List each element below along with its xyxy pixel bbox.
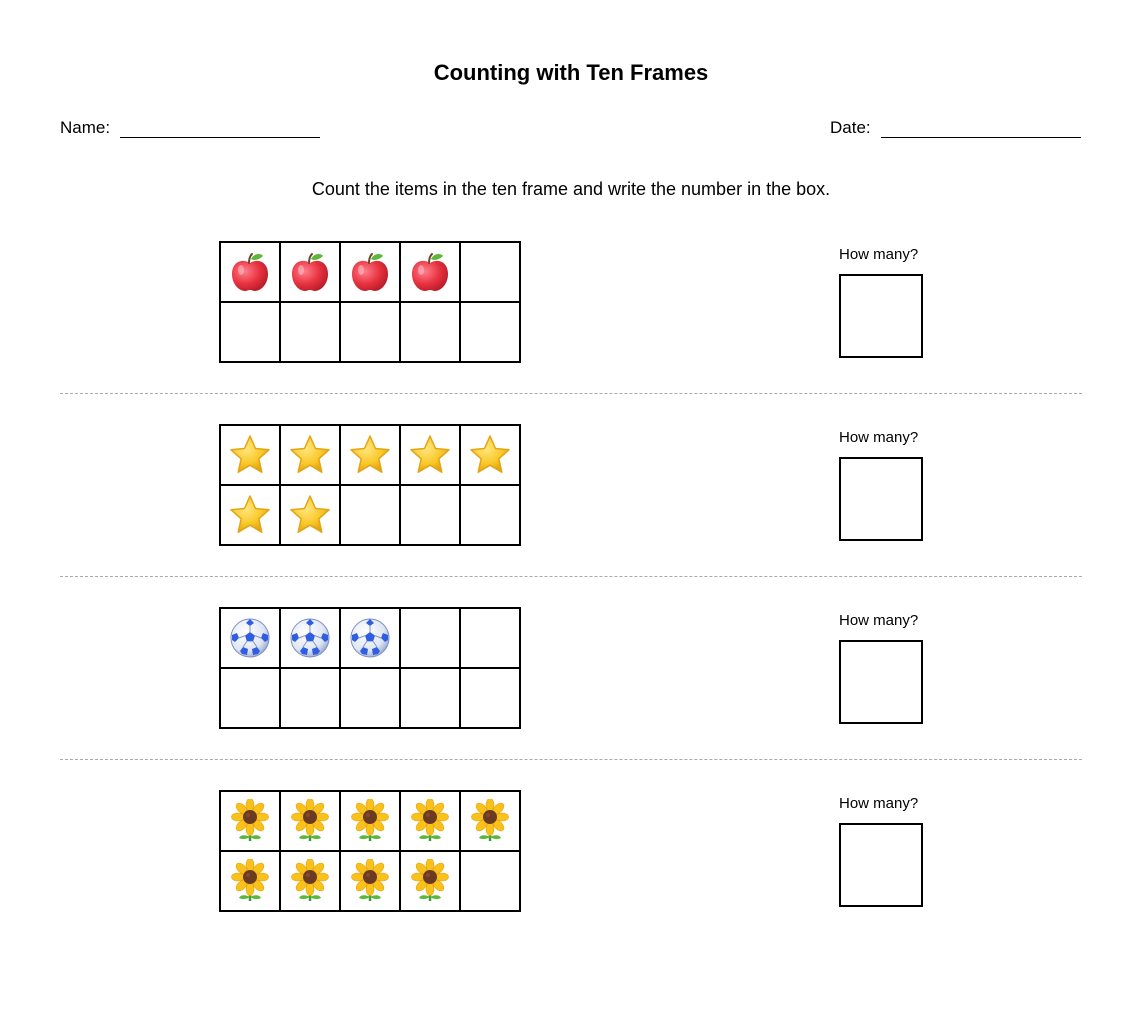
ten-frame-cell — [221, 243, 281, 303]
ten-frame — [219, 607, 521, 729]
instructions: Count the items in the ten frame and write the number in the box. — [311, 179, 831, 199]
soccer-ball-icon — [228, 616, 272, 660]
problem-1 — [0, 241, 1142, 424]
star-icon — [228, 433, 272, 477]
ten-frame — [219, 241, 521, 363]
how-many-label: How many? — [839, 612, 919, 629]
ten-frame-cell — [341, 243, 401, 303]
ten-frame-cell — [221, 486, 281, 546]
apple-icon — [288, 250, 332, 294]
ten-frame-cell — [221, 426, 281, 486]
apple-icon — [408, 250, 452, 294]
star-icon — [468, 433, 512, 477]
ten-frame-cell — [461, 243, 521, 303]
ten-frame-cell — [461, 609, 521, 669]
ten-frame — [219, 424, 521, 546]
star-icon — [288, 433, 332, 477]
date-field[interactable] — [830, 118, 1081, 138]
soccer-ball-icon — [348, 616, 392, 660]
answer-box[interactable] — [839, 823, 923, 907]
name-label: Name: — [60, 118, 111, 137]
sunflower-icon — [288, 799, 332, 843]
ten-frame-cell — [221, 609, 281, 669]
ten-frame-cell — [341, 426, 401, 486]
ten-frame-cell — [281, 243, 341, 303]
ten-frame-cell — [401, 243, 461, 303]
ten-frame-cell — [221, 852, 281, 912]
how-many-label: How many? — [839, 795, 919, 812]
ten-frame-cell — [281, 792, 341, 852]
sunflower-icon — [468, 799, 512, 843]
ten-frame-cell — [281, 852, 341, 912]
ten-frame-cell — [401, 792, 461, 852]
ten-frame-cell — [401, 669, 461, 729]
problem-2 — [0, 424, 1142, 607]
date-label: Date: — [830, 118, 871, 137]
divider — [60, 393, 1082, 394]
ten-frame-cell — [281, 669, 341, 729]
ten-frame-cell — [281, 609, 341, 669]
apple-icon — [228, 250, 272, 294]
sunflower-icon — [348, 799, 392, 843]
soccer-ball-icon — [288, 616, 332, 660]
ten-frame-cell — [221, 303, 281, 363]
answer-box[interactable] — [839, 457, 923, 541]
ten-frame-cell — [281, 486, 341, 546]
name-line[interactable] — [120, 123, 320, 138]
ten-frame-cell — [401, 303, 461, 363]
how-many-label: How many? — [839, 429, 919, 446]
divider — [60, 576, 1082, 577]
star-icon — [348, 433, 392, 477]
ten-frame-cell — [341, 669, 401, 729]
ten-frame-cell — [461, 669, 521, 729]
sunflower-icon — [228, 799, 272, 843]
worksheet-title: Counting with Ten Frames — [433, 60, 709, 85]
problem-3 — [0, 607, 1142, 790]
sunflower-icon — [348, 859, 392, 903]
ten-frame-cell — [401, 852, 461, 912]
star-icon — [408, 433, 452, 477]
ten-frame-cell — [461, 486, 521, 546]
sunflower-icon — [228, 859, 272, 903]
ten-frame-cell — [281, 426, 341, 486]
ten-frame-cell — [341, 792, 401, 852]
star-icon — [228, 493, 272, 537]
ten-frame-cell — [401, 426, 461, 486]
answer-box[interactable] — [839, 274, 923, 358]
how-many-label: How many? — [839, 246, 919, 263]
sunflower-icon — [288, 859, 332, 903]
apple-icon — [348, 250, 392, 294]
sunflower-icon — [408, 799, 452, 843]
ten-frame-cell — [461, 852, 521, 912]
ten-frame-cell — [401, 609, 461, 669]
problem-4 — [0, 790, 1142, 973]
ten-frame-cell — [341, 609, 401, 669]
ten-frame-cell — [401, 486, 461, 546]
ten-frame-cell — [461, 303, 521, 363]
ten-frame-cell — [221, 669, 281, 729]
ten-frame-cell — [341, 486, 401, 546]
answer-box[interactable] — [839, 640, 923, 724]
ten-frame-cell — [281, 303, 341, 363]
ten-frame-cell — [461, 426, 521, 486]
sunflower-icon — [408, 859, 452, 903]
divider — [60, 759, 1082, 760]
ten-frame-cell — [341, 852, 401, 912]
ten-frame-cell — [461, 792, 521, 852]
name-field[interactable] — [60, 118, 320, 138]
ten-frame — [219, 790, 521, 912]
date-line[interactable] — [881, 123, 1081, 138]
star-icon — [288, 493, 332, 537]
ten-frame-cell — [341, 303, 401, 363]
ten-frame-cell — [221, 792, 281, 852]
